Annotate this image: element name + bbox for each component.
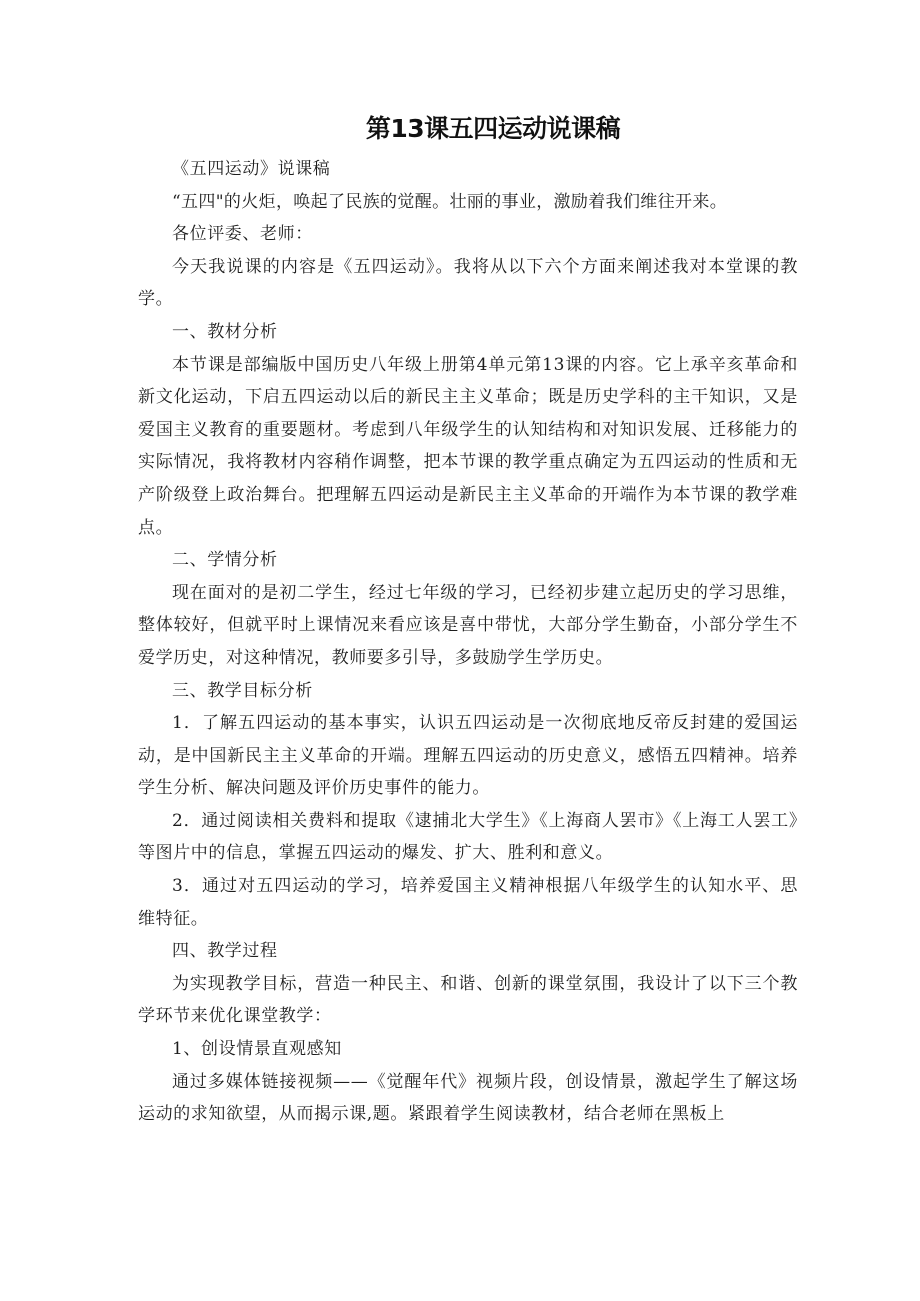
section-heading-textbook-analysis: 一、教材分析 — [172, 321, 278, 342]
document-page — [138, 113, 798, 1131]
subtitle-paragraph: 《五四运动》说课稿 — [172, 159, 331, 179]
teaching-process-intro-paragraph: 为实现教学目标，营造一种民主、和谐、创新的课堂氛围，我设计了以下三个教学环节来优化课堂教学： — [138, 973, 798, 1027]
quote-paragraph: “五四"的火炬，唤起了民族的觉醒。壮丽的事业，激励着我们维往开来。 — [172, 191, 728, 212]
greeting-paragraph: 各位评委、老师： — [172, 224, 313, 245]
section-heading-teaching-objectives: 三、教学目标分析 — [172, 680, 313, 701]
objective-2-paragraph: 2．通过阅读相关费料和提取《逮捕北大学生》《上海商人罢市》《上海工人罢工》等图片中的信息，掌握五四运动的爆发、扩大、胜利和意义。 — [138, 810, 798, 864]
document-title: 第13课五四运动说课稿 — [365, 114, 621, 143]
subsection-heading-scene-setting: 1、创设情景直观感知 — [172, 1039, 342, 1060]
intro-paragraph: 今天我说课的内容是《五四运动》。我将从以下六个方面来阐述我对本堂课的教学。 — [138, 256, 798, 310]
scene-setting-paragraph: 通过多媒体链接视频——《觉醒年代》视频片段，创设情景，激起学生了解这场运动的求知欲望，从而揭示课,题。紧跟着学生阅读教材，结合老师在黑板上 — [138, 1071, 798, 1125]
student-analysis-paragraph: 现在面对的是初二学生，经过七年级的学习，已经初步建立起历史的学习思维，整体较好，但就平时上课情况来看应该是喜中带忧，大部分学生勤奋，小部分学生不爱学历史，对这种情况，教师要多引导，多鼓励学生学历史。 — [138, 582, 798, 668]
textbook-analysis-paragraph: 本节课是部编版中国历史八年级上册第4单元第13课的内容。它上承辛亥革命和新文化运动，下启五四运动以后的新民主主义革命；既是历史学科的主干知识，又是爱国主义教育的重要题材。考虑到八年级学生的认知结构和对知识发展、迁移能力的实际情况，我将教材内容稍作调整，把本节课的教学重点确定为五四运动的性质和无产阶级登上政治舞台。把理解五四运动是新民主主义革命的开端作为本节课的教学难点。 — [138, 354, 798, 538]
section-heading-teaching-process: 四、教学过程 — [172, 941, 278, 962]
objective-3-paragraph: 3．通过对五四运动的学习，培养爱国主义精神根据八年级学生的认知水平、思维特征。 — [138, 876, 798, 929]
objective-1-paragraph: 1．了解五四运动的基本事实，认识五四运动是一次彻底地反帝反封建的爱国运动，是中国新民主主义革命的开端。理解五四运动的历史意义，感悟五四精神。培养学生分析、解决问题及评价历史事件的能力。 — [138, 713, 798, 799]
section-heading-student-analysis: 二、学情分析 — [172, 550, 278, 571]
